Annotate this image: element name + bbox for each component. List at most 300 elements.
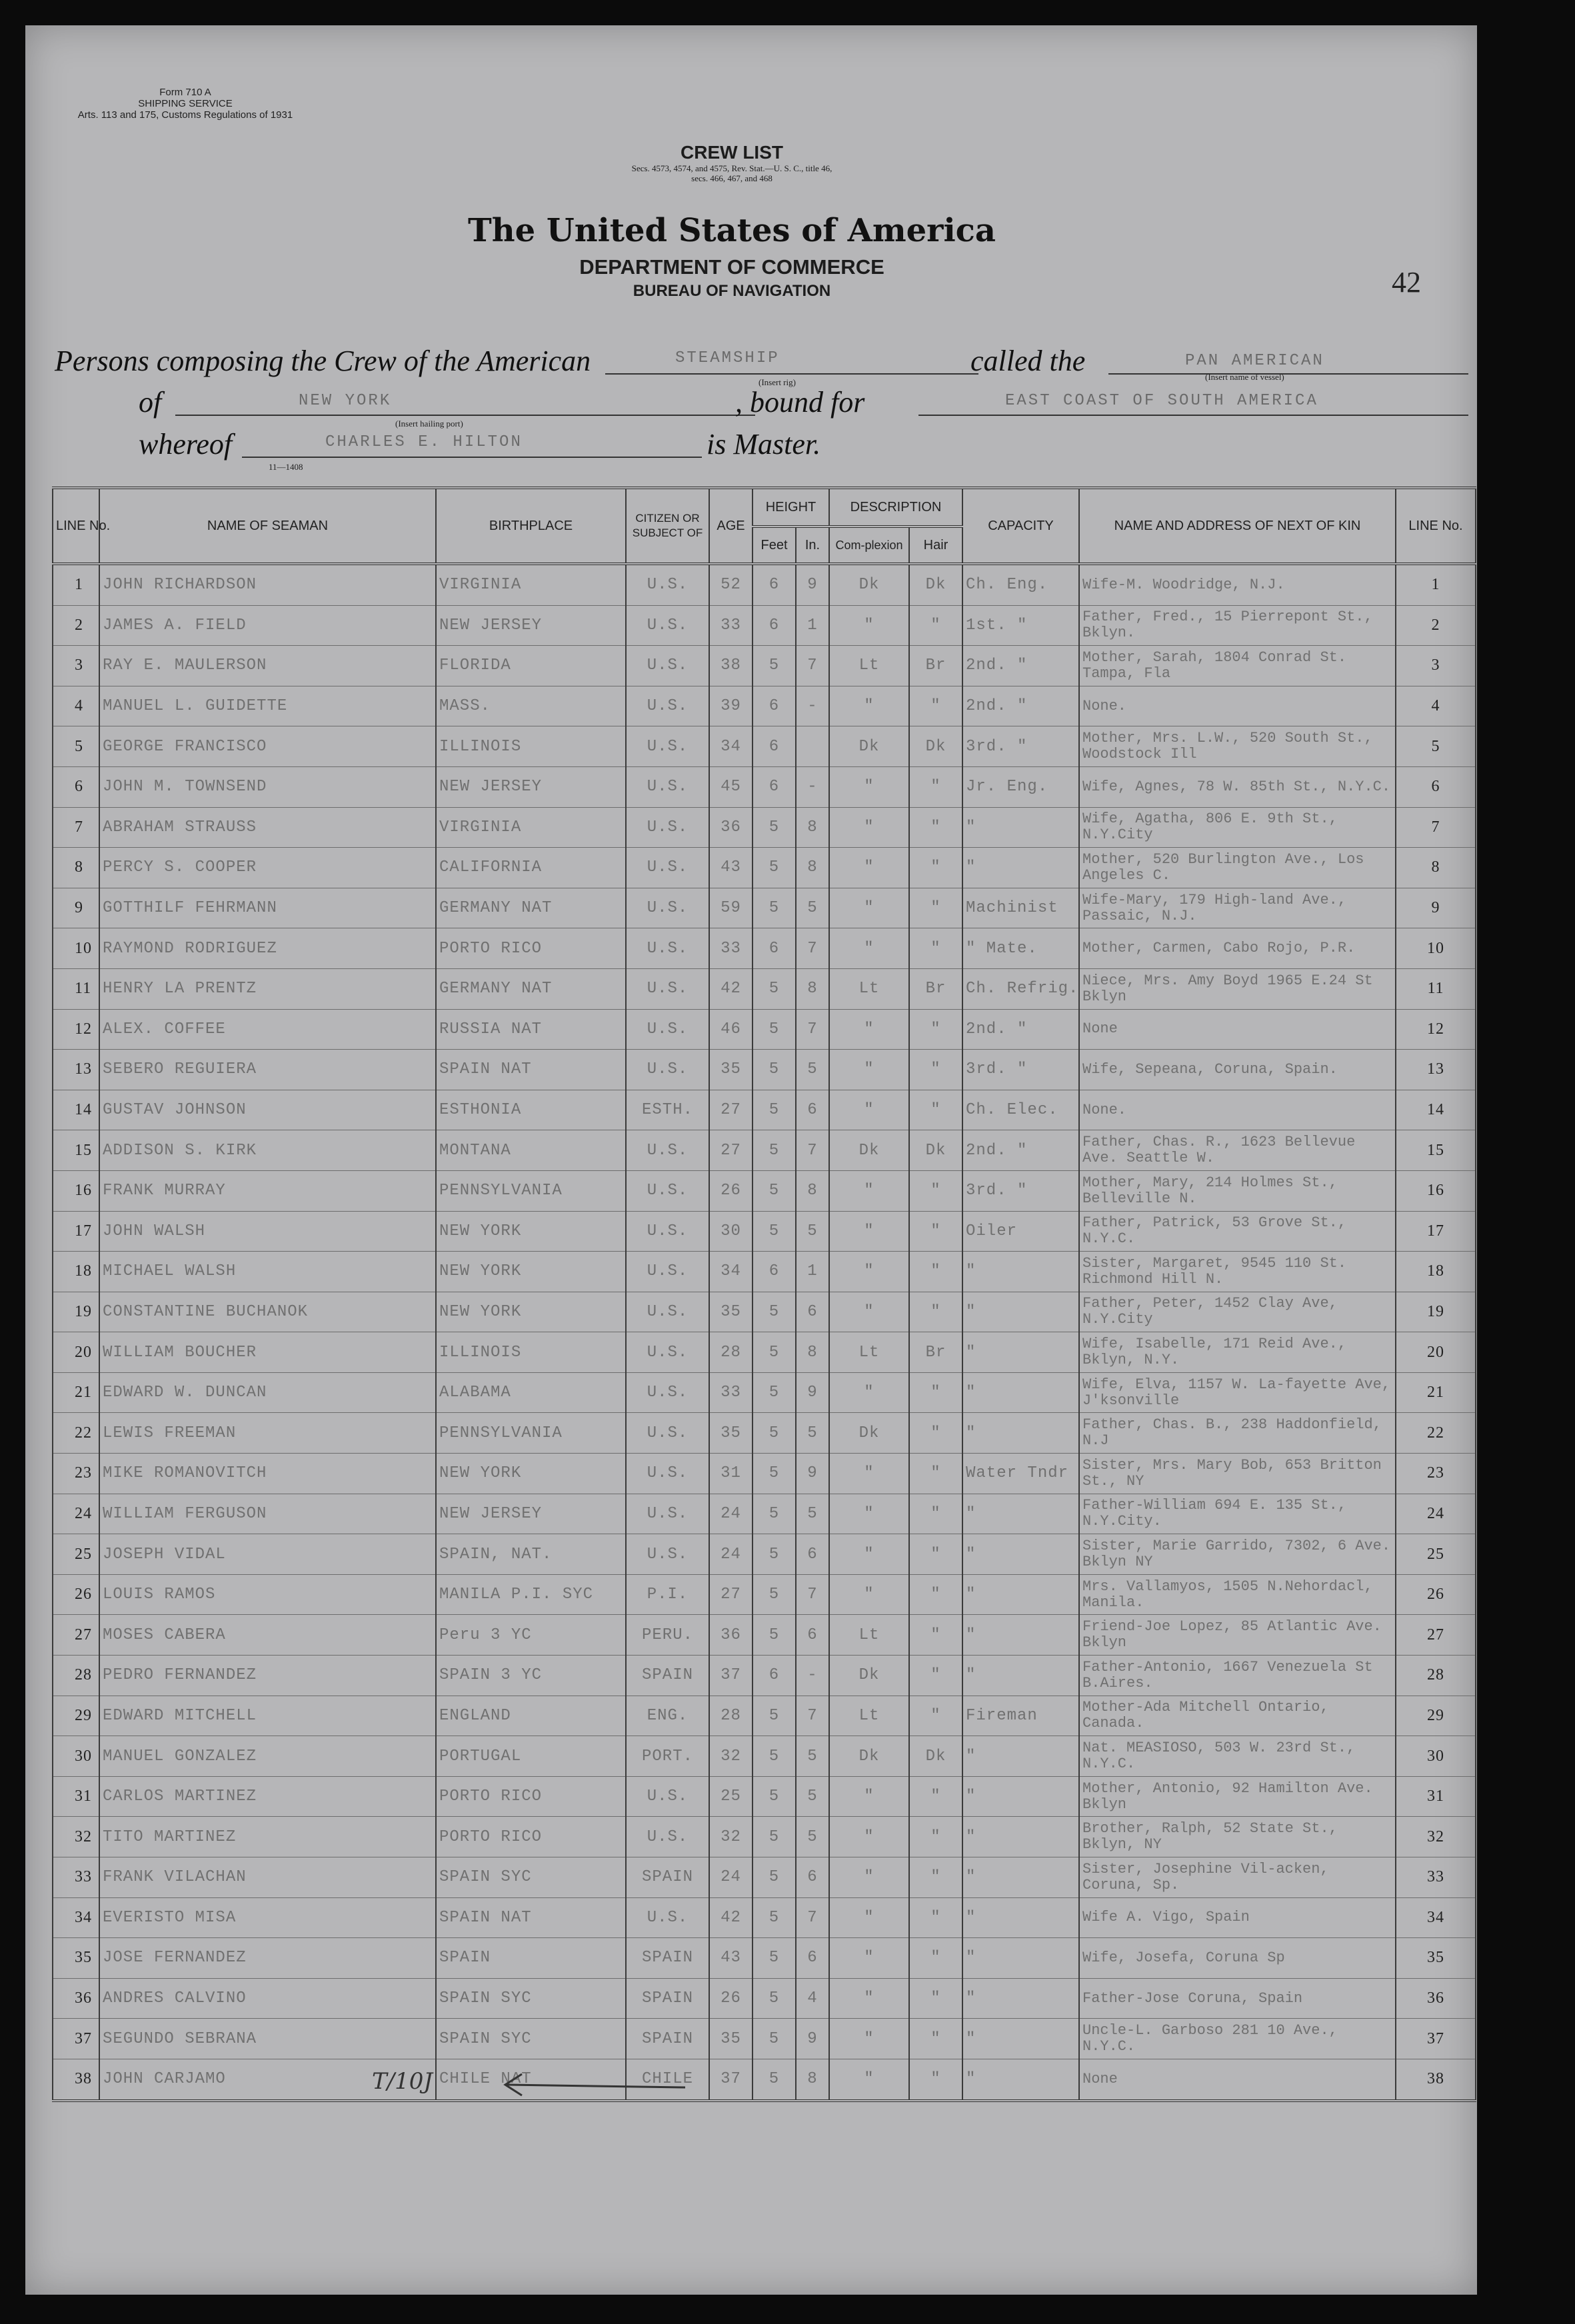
height-feet: 6: [753, 686, 796, 726]
seaman-name: JOHN M. TOWNSEND: [99, 766, 436, 807]
seaman-name: RAYMOND RODRIGUEZ: [99, 928, 436, 969]
crew-list-heading: [519, 142, 945, 183]
port-line: [175, 415, 755, 416]
next-of-kin: Wife, Elva, 1157 W. La-fayette Ave, J'ksonville: [1079, 1372, 1396, 1413]
height-inches: 5: [796, 888, 829, 928]
capacity: ": [962, 1252, 1079, 1292]
age: 34: [709, 726, 753, 767]
row-line-number: 35: [53, 1938, 99, 1979]
height-inches: 5: [796, 1494, 829, 1534]
col-capacity: CAPACITY: [962, 488, 1079, 564]
table-row: [53, 1978, 1476, 2019]
age: 28: [709, 1696, 753, 1736]
complexion: Lt: [829, 1332, 909, 1373]
height-inches: [796, 726, 829, 767]
height-inches: 8: [796, 807, 829, 848]
height-feet: 5: [753, 1292, 796, 1332]
of-text: of: [139, 386, 162, 419]
table-row: [53, 1372, 1476, 1413]
hair: ": [909, 1696, 962, 1736]
birthplace: NEW YORK: [436, 1454, 626, 1494]
height-feet: 5: [753, 1413, 796, 1454]
next-of-kin: Mrs. Vallamyos, 1505 N.Nehordacl, Manila.: [1079, 1574, 1396, 1615]
seaman-name: ALEX. COFFEE: [99, 1009, 436, 1050]
hair: Dk: [909, 564, 962, 605]
birthplace: SPAIN SYC: [436, 2019, 626, 2059]
row-line-number: 29: [53, 1696, 99, 1736]
capacity: 2nd. ": [962, 1130, 1079, 1171]
citizenship: U.S.: [626, 1170, 709, 1211]
birthplace: SPAIN, NAT.: [436, 1534, 626, 1575]
birthplace: ENGLAND: [436, 1696, 626, 1736]
form-identifier: [52, 87, 319, 121]
port-value: NEW YORK: [299, 392, 392, 410]
row-line-number: 9: [53, 888, 99, 928]
birthplace: PORTO RICO: [436, 928, 626, 969]
age: 42: [709, 968, 753, 1009]
capacity: ": [962, 2019, 1079, 2059]
row-line-number-right: 13: [1396, 1050, 1476, 1090]
table-row: [53, 2019, 1476, 2059]
height-feet: 5: [753, 1696, 796, 1736]
hair: ": [909, 1292, 962, 1332]
age: 27: [709, 1090, 753, 1130]
height-feet: 5: [753, 1534, 796, 1575]
next-of-kin: Father, Patrick, 53 Grove St., N.Y.C.: [1079, 1211, 1396, 1252]
birthplace: PORTO RICO: [436, 1817, 626, 1857]
complexion: Lt: [829, 968, 909, 1009]
seaman-name: GEORGE FRANCISCO: [99, 726, 436, 767]
capacity: Fireman: [962, 1696, 1079, 1736]
table-row: [53, 1696, 1476, 1736]
row-line-number-right: 7: [1396, 807, 1476, 848]
citizenship: ESTH.: [626, 1090, 709, 1130]
height-feet: 6: [753, 1252, 796, 1292]
hair: Dk: [909, 1736, 962, 1777]
height-inches: 9: [796, 2019, 829, 2059]
seaman-name: EDWARD MITCHELL: [99, 1696, 436, 1736]
seaman-name: JOSEPH VIDAL: [99, 1534, 436, 1575]
row-line-number-right: 32: [1396, 1817, 1476, 1857]
row-line-number: 17: [53, 1211, 99, 1252]
citizenship: U.S.: [626, 1534, 709, 1575]
next-of-kin: Father, Peter, 1452 Clay Ave, N.Y.City: [1079, 1292, 1396, 1332]
port-hint: (Insert hailing port): [395, 419, 463, 429]
citizenship: U.S.: [626, 968, 709, 1009]
age: 38: [709, 646, 753, 686]
seaman-name: GOTTHILF FEHRMANN: [99, 888, 436, 928]
age: 59: [709, 888, 753, 928]
citizenship: U.S.: [626, 1776, 709, 1817]
hair: ": [909, 766, 962, 807]
height-inches: 5: [796, 1413, 829, 1454]
row-line-number-right: 12: [1396, 1009, 1476, 1050]
rig-hint: (Insert rig): [759, 377, 796, 387]
seaman-name: HENRY LA PRENTZ: [99, 968, 436, 1009]
seaman-name: PERCY S. COOPER: [99, 848, 436, 888]
age: 36: [709, 807, 753, 848]
row-line-number: 26: [53, 1574, 99, 1615]
age: 46: [709, 1009, 753, 1050]
citizenship: U.S.: [626, 1252, 709, 1292]
birthplace: NEW JERSEY: [436, 766, 626, 807]
birthplace: VIRGINIA: [436, 807, 626, 848]
col-inches: In.: [796, 527, 829, 564]
hair: ": [909, 686, 962, 726]
department-title: DEPARTMENT OF COMMERCE: [579, 255, 884, 279]
capacity: ": [962, 1978, 1079, 2019]
next-of-kin: Father-Jose Coruna, Spain: [1079, 1978, 1396, 2019]
row-line-number: 15: [53, 1130, 99, 1171]
complexion: Dk: [829, 1413, 909, 1454]
citizenship: U.S.: [626, 766, 709, 807]
birthplace: SPAIN NAT: [436, 1050, 626, 1090]
age: 37: [709, 1656, 753, 1696]
age: 42: [709, 1897, 753, 1938]
row-line-number: 5: [53, 726, 99, 767]
seaman-name: JOHN RICHARDSON: [99, 564, 436, 605]
row-line-number: 21: [53, 1372, 99, 1413]
form-articles: Arts. 113 and 175, Customs Regulations of 1931: [77, 109, 293, 121]
hair: ": [909, 1454, 962, 1494]
citizenship: U.S.: [626, 1817, 709, 1857]
citizenship: SPAIN: [626, 1938, 709, 1979]
capacity: Water Tndr: [962, 1454, 1079, 1494]
height-feet: 6: [753, 726, 796, 767]
complexion: ": [829, 1857, 909, 1898]
capacity: ": [962, 1615, 1079, 1656]
capacity: 3rd. ": [962, 1170, 1079, 1211]
row-line-number: 19: [53, 1292, 99, 1332]
complexion: ": [829, 1938, 909, 1979]
complexion: ": [829, 2019, 909, 2059]
next-of-kin: Father, Chas. B., 238 Haddonfield, N.J: [1079, 1413, 1396, 1454]
row-line-number: 16: [53, 1170, 99, 1211]
height-feet: 5: [753, 1130, 796, 1171]
height-feet: 6: [753, 564, 796, 605]
hair: ": [909, 888, 962, 928]
height-feet: 5: [753, 1454, 796, 1494]
next-of-kin: Wife, Agatha, 806 E. 9th St., N.Y.City: [1079, 807, 1396, 848]
age: 35: [709, 1292, 753, 1332]
row-line-number: 34: [53, 1897, 99, 1938]
row-line-number: 37: [53, 2019, 99, 2059]
birthplace: VIRGINIA: [436, 564, 626, 605]
hair: ": [909, 1252, 962, 1292]
next-of-kin: Nat. MEASIOSO, 503 W. 23rd St., N.Y.C.: [1079, 1736, 1396, 1777]
next-of-kin: Mother, Antonio, 92 Hamilton Ave. Bklyn: [1079, 1776, 1396, 1817]
complexion: ": [829, 848, 909, 888]
height-feet: 5: [753, 1897, 796, 1938]
birthplace: NEW JERSEY: [436, 1494, 626, 1534]
next-of-kin: Mother, Carmen, Cabo Rojo, P.R.: [1079, 928, 1396, 969]
height-inches: 7: [796, 646, 829, 686]
height-inches: -: [796, 766, 829, 807]
complexion: ": [829, 1817, 909, 1857]
height-inches: 7: [796, 1009, 829, 1050]
row-line-number: 10: [53, 928, 99, 969]
age: 32: [709, 1736, 753, 1777]
citizenship: CHILE: [626, 2059, 709, 2100]
next-of-kin: Father, Chas. R., 1623 Bellevue Ave. Seattle W.: [1079, 1130, 1396, 1171]
capacity: ": [962, 1494, 1079, 1534]
height-feet: 5: [753, 968, 796, 1009]
complexion: ": [829, 1211, 909, 1252]
hair: ": [909, 1897, 962, 1938]
height-feet: 5: [753, 1494, 796, 1534]
height-inches: 9: [796, 1372, 829, 1413]
height-inches: 7: [796, 1897, 829, 1938]
table-row: [53, 888, 1476, 928]
birthplace: ALABAMA: [436, 1372, 626, 1413]
age: 27: [709, 1130, 753, 1171]
next-of-kin: Friend-Joe Lopez, 85 Atlantic Ave. Bklyn: [1079, 1615, 1396, 1656]
complexion: Lt: [829, 1696, 909, 1736]
height-inches: 8: [796, 1332, 829, 1373]
vessel-line: [1108, 373, 1468, 375]
col-description: DESCRIPTION: [829, 488, 962, 527]
next-of-kin: Wife, Agnes, 78 W. 85th St., N.Y.C.: [1079, 766, 1396, 807]
age: 35: [709, 1413, 753, 1454]
height-inches: 6: [796, 1534, 829, 1575]
birthplace: GERMANY NAT: [436, 888, 626, 928]
next-of-kin: Mother, 520 Burlington Ave., Los Angeles C.: [1079, 848, 1396, 888]
row-line-number: 12: [53, 1009, 99, 1050]
height-feet: 5: [753, 1857, 796, 1898]
row-line-number-right: 26: [1396, 1574, 1476, 1615]
statutes-line-1: Secs. 4573, 4574, and 4575, Rev. Stat.—U. S. C., title 46,: [631, 163, 832, 173]
next-of-kin: Uncle-L. Garboso 281 10 Ave., N.Y.C.: [1079, 2019, 1396, 2059]
table-row: [53, 1574, 1476, 1615]
capacity: ": [962, 1292, 1079, 1332]
seaman-name: ABRAHAM STRAUSS: [99, 807, 436, 848]
vessel-hint: (Insert name of vessel): [1205, 372, 1284, 382]
seaman-name: JOHN CARJAMO: [99, 2059, 436, 2100]
height-feet: 5: [753, 2019, 796, 2059]
table-row: [53, 564, 1476, 605]
height-feet: 5: [753, 807, 796, 848]
citizenship: U.S.: [626, 564, 709, 605]
hair: ": [909, 1656, 962, 1696]
capacity: ": [962, 1574, 1079, 1615]
table-row: [53, 686, 1476, 726]
age: 36: [709, 1615, 753, 1656]
col-complexion: Com-plexion: [829, 527, 909, 564]
age: 24: [709, 1494, 753, 1534]
capacity: ": [962, 1857, 1079, 1898]
called-text: called the: [970, 345, 1086, 377]
hair: ": [909, 1776, 962, 1817]
age: 33: [709, 928, 753, 969]
citizenship: U.S.: [626, 1897, 709, 1938]
age: 30: [709, 1211, 753, 1252]
seaman-name: LOUIS RAMOS: [99, 1574, 436, 1615]
citizenship: U.S.: [626, 848, 709, 888]
height-feet: 5: [753, 1615, 796, 1656]
citizenship: U.S.: [626, 1494, 709, 1534]
capacity: 3rd. ": [962, 1050, 1079, 1090]
col-next-of-kin: NAME AND ADDRESS OF NEXT OF KIN: [1079, 488, 1396, 564]
citizenship: PERU.: [626, 1615, 709, 1656]
seaman-name: RAY E. MAULERSON: [99, 646, 436, 686]
hair: ": [909, 807, 962, 848]
table-row: [53, 1252, 1476, 1292]
age: 45: [709, 766, 753, 807]
row-line-number-right: 11: [1396, 968, 1476, 1009]
row-line-number: 7: [53, 807, 99, 848]
row-line-number-right: 22: [1396, 1413, 1476, 1454]
table-row: [53, 807, 1476, 848]
complexion: ": [829, 1050, 909, 1090]
row-line-number: 13: [53, 1050, 99, 1090]
row-line-number-right: 10: [1396, 928, 1476, 969]
col-hair: Hair: [909, 527, 962, 564]
age: 35: [709, 1050, 753, 1090]
statutes-line-2: secs. 466, 467, and 468: [691, 173, 773, 183]
height-inches: 5: [796, 1050, 829, 1090]
height-feet: 5: [753, 1332, 796, 1373]
table-row: [53, 1050, 1476, 1090]
complexion: ": [829, 686, 909, 726]
col-name: NAME OF SEAMAN: [99, 488, 436, 564]
age: 43: [709, 848, 753, 888]
row-line-number-right: 2: [1396, 605, 1476, 646]
hair: ": [909, 1978, 962, 2019]
height-inches: 1: [796, 1252, 829, 1292]
age: 33: [709, 605, 753, 646]
handwritten-annotation: T/10J: [372, 2068, 433, 2095]
next-of-kin: Father-Antonio, 1667 Venezuela St B.Aires.: [1079, 1656, 1396, 1696]
row-line-number-right: 18: [1396, 1252, 1476, 1292]
row-line-number: 3: [53, 646, 99, 686]
seaman-name: CONSTANTINE BUCHANOK: [99, 1292, 436, 1332]
row-line-number: 32: [53, 1817, 99, 1857]
col-line-no: LINE No.: [53, 488, 99, 564]
height-inches: 7: [796, 1574, 829, 1615]
table-row: [53, 1776, 1476, 1817]
citizenship: U.S.: [626, 726, 709, 767]
next-of-kin: Wife, Josefa, Coruna Sp: [1079, 1938, 1396, 1979]
seaman-name: LEWIS FREEMAN: [99, 1413, 436, 1454]
hair: ": [909, 1938, 962, 1979]
table-row: [53, 1938, 1476, 1979]
complexion: ": [829, 1534, 909, 1575]
capacity: 2nd. ": [962, 1009, 1079, 1050]
next-of-kin: Wife-Mary, 179 High-land Ave., Passaic, N.J.: [1079, 888, 1396, 928]
birthplace: SPAIN NAT: [436, 1897, 626, 1938]
col-feet: Feet: [753, 527, 796, 564]
destination-line: [918, 415, 1468, 416]
seaman-name: JAMES A. FIELD: [99, 605, 436, 646]
citizenship: PORT.: [626, 1736, 709, 1777]
row-line-number-right: 34: [1396, 1897, 1476, 1938]
citizenship: U.S.: [626, 605, 709, 646]
age: 33: [709, 1372, 753, 1413]
next-of-kin: Sister, Marie Garrido, 7302, 6 Ave. Bklyn NY: [1079, 1534, 1396, 1575]
birthplace: PENNSYLVANIA: [436, 1170, 626, 1211]
capacity: ": [962, 1372, 1079, 1413]
birthplace: NEW YORK: [436, 1211, 626, 1252]
hair: ": [909, 1090, 962, 1130]
bound-text: , bound for: [735, 386, 865, 419]
complexion: ": [829, 1372, 909, 1413]
row-line-number-right: 27: [1396, 1615, 1476, 1656]
height-inches: 5: [796, 1776, 829, 1817]
capacity: ": [962, 1938, 1079, 1979]
height-feet: 5: [753, 2059, 796, 2100]
height-feet: 5: [753, 1211, 796, 1252]
seaman-name: ADDISON S. KIRK: [99, 1130, 436, 1171]
row-line-number: 22: [53, 1413, 99, 1454]
capacity: " Mate.: [962, 928, 1079, 969]
height-feet: 5: [753, 1170, 796, 1211]
height-feet: 5: [753, 1776, 796, 1817]
complexion: ": [829, 1494, 909, 1534]
table-row: [53, 1736, 1476, 1777]
table-row: [53, 1615, 1476, 1656]
seaman-name: MOSES CABERA: [99, 1615, 436, 1656]
height-inches: 7: [796, 928, 829, 969]
nation-title: The United States of America: [467, 212, 996, 249]
destination-value: EAST COAST OF SOUTH AMERICA: [1005, 392, 1318, 410]
row-line-number-right: 5: [1396, 726, 1476, 767]
form-number: Form 710 A: [159, 87, 211, 98]
birthplace: NEW JERSEY: [436, 605, 626, 646]
complexion: ": [829, 605, 909, 646]
height-feet: 5: [753, 888, 796, 928]
height-inches: 1: [796, 605, 829, 646]
birthplace: NEW YORK: [436, 1292, 626, 1332]
row-line-number-right: 24: [1396, 1494, 1476, 1534]
row-line-number-right: 16: [1396, 1170, 1476, 1211]
seaman-name: SEGUNDO SEBRANA: [99, 2019, 436, 2059]
table-row: [53, 1009, 1476, 1050]
birthplace: RUSSIA NAT: [436, 1009, 626, 1050]
height-feet: 5: [753, 1574, 796, 1615]
complexion: ": [829, 1292, 909, 1332]
age: 52: [709, 564, 753, 605]
height-feet: 5: [753, 1372, 796, 1413]
height-inches: 8: [796, 1170, 829, 1211]
height-feet: 5: [753, 1938, 796, 1979]
table-row: [53, 1211, 1476, 1252]
crew-rows: [53, 564, 1476, 2101]
capacity: 2nd. ": [962, 686, 1079, 726]
form-service: SHIPPING SERVICE: [138, 98, 233, 109]
complexion: Dk: [829, 564, 909, 605]
hair: ": [909, 1170, 962, 1211]
birthplace: PENNSYLVANIA: [436, 1413, 626, 1454]
seaman-name: JOHN WALSH: [99, 1211, 436, 1252]
next-of-kin: Brother, Ralph, 52 State St., Bklyn, NY: [1079, 1817, 1396, 1857]
seaman-name: ANDRES CALVINO: [99, 1978, 436, 2019]
height-inches: 9: [796, 564, 829, 605]
hair: Br: [909, 1332, 962, 1373]
age: 28: [709, 1332, 753, 1373]
height-inches: 7: [796, 1696, 829, 1736]
col-birthplace: BIRTHPLACE: [436, 488, 626, 564]
row-line-number-right: 35: [1396, 1938, 1476, 1979]
capacity: Ch. Refrig.: [962, 968, 1079, 1009]
capacity: 2nd. ": [962, 646, 1079, 686]
row-line-number: 24: [53, 1494, 99, 1534]
hair: ": [909, 2019, 962, 2059]
height-feet: 6: [753, 1656, 796, 1696]
table-row: [53, 1413, 1476, 1454]
table-row: [53, 1817, 1476, 1857]
table-row: [53, 1494, 1476, 1534]
next-of-kin: Mother, Sarah, 1804 Conrad St. Tampa, Fla: [1079, 646, 1396, 686]
